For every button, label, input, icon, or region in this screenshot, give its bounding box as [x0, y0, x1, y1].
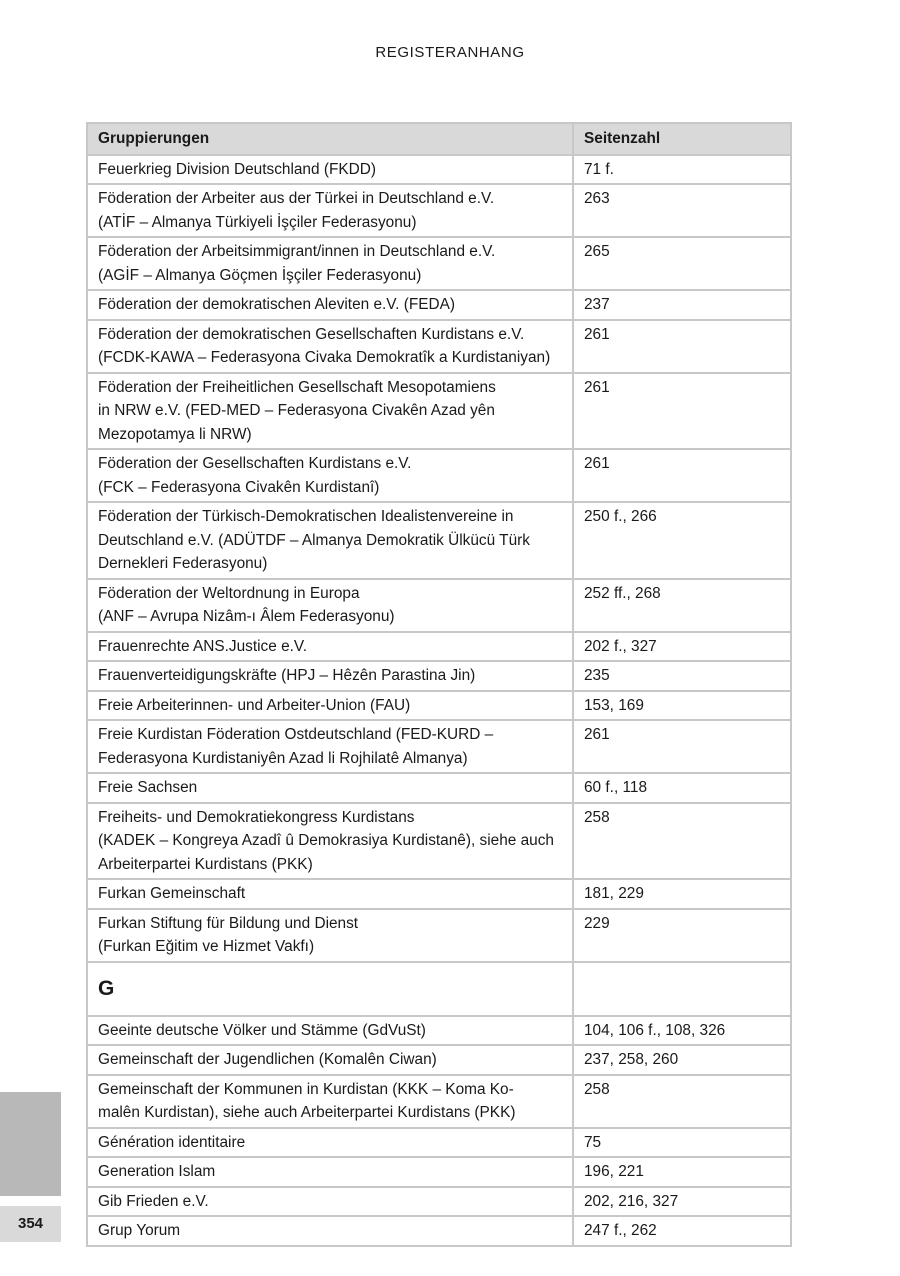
page-numbers-cell: 263	[573, 184, 791, 237]
side-tab-marker	[0, 1092, 61, 1196]
running-head: REGISTERANHANG	[375, 44, 525, 61]
table-row	[87, 691, 791, 721]
page-numbers-cell: 229	[573, 909, 791, 962]
column-header-pages: Seitenzahl	[573, 123, 791, 155]
page-numbers-cell: 71 f.	[573, 155, 791, 185]
table-row	[87, 1216, 791, 1246]
page-numbers-cell: 261	[573, 373, 791, 450]
group-name-cell: Freie Arbeiterinnen- und Arbeiter-Union (FAU)	[87, 691, 573, 721]
table-row	[87, 909, 791, 962]
page-numbers-cell: 261	[573, 449, 791, 502]
register-table	[86, 122, 792, 1247]
group-name-cell: Furkan Stiftung für Bildung und Dienst (Furkan Eğitim ve Hizmet Vakfı)	[87, 909, 573, 962]
column-header-groups: Gruppierungen	[87, 123, 573, 155]
group-name-cell: Furkan Gemeinschaft	[87, 879, 573, 909]
page-numbers-cell: 181, 229	[573, 879, 791, 909]
table-row	[87, 1016, 791, 1046]
page-numbers-cell: 265	[573, 237, 791, 290]
table-row	[87, 373, 791, 450]
group-name-cell: Föderation der Weltordnung in Europa (ANF – Avrupa Nizâm-ı Âlem Federasyonu)	[87, 579, 573, 632]
page-numbers-cell: 258	[573, 803, 791, 880]
group-name-cell: Freie Kurdistan Föderation Ostdeutschland (FED-KURD – Federasyona Kurdistaniyên Azad li Rojhilatê Almanya)	[87, 720, 573, 773]
table-row	[87, 661, 791, 691]
page-numbers-cell: 235	[573, 661, 791, 691]
group-name-cell: Freie Sachsen	[87, 773, 573, 803]
group-name-cell: Generation Islam	[87, 1157, 573, 1187]
table-row	[87, 290, 791, 320]
table-row	[87, 720, 791, 773]
page-numbers-cell: 252 ff., 268	[573, 579, 791, 632]
page-numbers-cell: 261	[573, 720, 791, 773]
group-name-cell: Geeinte deutsche Völker und Stämme (GdVuSt)	[87, 1016, 573, 1046]
page-numbers-cell: 202, 216, 327	[573, 1187, 791, 1217]
page-numbers-cell: 258	[573, 1075, 791, 1128]
group-name-cell: Gemeinschaft der Jugendlichen (Komalên Ciwan)	[87, 1045, 573, 1075]
page-numbers-cell: 202 f., 327	[573, 632, 791, 662]
table-row	[87, 237, 791, 290]
page-numbers-cell: 237	[573, 290, 791, 320]
page-numbers-cell: 247 f., 262	[573, 1216, 791, 1246]
group-name-cell: Föderation der Gesellschaften Kurdistans e.V. (FCK – Federasyona Civakên Kurdistanî)	[87, 449, 573, 502]
table-row	[87, 1157, 791, 1187]
page-numbers-cell: 153, 169	[573, 691, 791, 721]
table-row	[87, 773, 791, 803]
table-row	[87, 449, 791, 502]
group-name-cell: Föderation der Türkisch-Demokratischen Idealistenvereine in Deutschland e.V. (ADÜTDF – Almanya Demokratik Ülkücü Türk Dernekleri Federasyonu)	[87, 502, 573, 579]
group-name-cell: Freiheits- und Demokratiekongress Kurdistans (KADEK – Kongreya Azadî û Demokrasiya Kurdistanê), siehe auch Arbeiterpartei Kurdistans (PKK)	[87, 803, 573, 880]
group-name-cell: Gib Frieden e.V.	[87, 1187, 573, 1217]
group-name-cell: Föderation der demokratischen Aleviten e.V. (FEDA)	[87, 290, 573, 320]
group-name-cell: Föderation der Arbeitsimmigrant/innen in Deutschland e.V. (AGİF – Almanya Göçmen İşçiler Federasyonu)	[87, 237, 573, 290]
section-letter: G	[87, 962, 573, 1016]
table-row	[87, 579, 791, 632]
page-numbers-cell: 237, 258, 260	[573, 1045, 791, 1075]
table-row	[87, 879, 791, 909]
table-header-row	[87, 123, 791, 155]
group-name-cell: Föderation der Freiheitlichen Gesellschaft Mesopotamiens in NRW e.V. (FED-MED – Federasyona Civakên Azad yên Mezopotamya li NRW)	[87, 373, 573, 450]
group-name-cell: Génération identitaire	[87, 1128, 573, 1158]
page-numbers-cell: 196, 221	[573, 1157, 791, 1187]
page-numbers-cell	[573, 962, 791, 1016]
letter-section-row	[87, 962, 791, 1016]
group-name-cell: Frauenrechte ANS.Justice e.V.	[87, 632, 573, 662]
table-row	[87, 502, 791, 579]
page-numbers-cell: 75	[573, 1128, 791, 1158]
register-body	[87, 155, 791, 1246]
group-name-cell: Feuerkrieg Division Deutschland (FKDD)	[87, 155, 573, 185]
table-row	[87, 320, 791, 373]
table-row	[87, 803, 791, 880]
table-row	[87, 632, 791, 662]
page-number: 354	[0, 1206, 61, 1242]
table-row	[87, 1187, 791, 1217]
group-name-cell: Grup Yorum	[87, 1216, 573, 1246]
group-name-cell: Gemeinschaft der Kommunen in Kurdistan (KKK – Koma Ko- malên Kurdistan), siehe auch Arbeiterpartei Kurdistans (PKK)	[87, 1075, 573, 1128]
table-row	[87, 155, 791, 185]
page-numbers-cell: 250 f., 266	[573, 502, 791, 579]
page-numbers-cell: 261	[573, 320, 791, 373]
table-row	[87, 184, 791, 237]
table-row	[87, 1045, 791, 1075]
page-numbers-cell: 104, 106 f., 108, 326	[573, 1016, 791, 1046]
group-name-cell: Föderation der Arbeiter aus der Türkei in Deutschland e.V. (ATİF – Almanya Türkiyeli İşçiler Federasyonu)	[87, 184, 573, 237]
page-numbers-cell: 60 f., 118	[573, 773, 791, 803]
group-name-cell: Föderation der demokratischen Gesellschaften Kurdistans e.V. (FCDK-KAWA – Federasyona Civaka Demokratîk a Kurdistaniyan)	[87, 320, 573, 373]
table-row	[87, 1128, 791, 1158]
table-row	[87, 1075, 791, 1128]
group-name-cell: Frauenverteidigungskräfte (HPJ – Hêzên Parastina Jin)	[87, 661, 573, 691]
